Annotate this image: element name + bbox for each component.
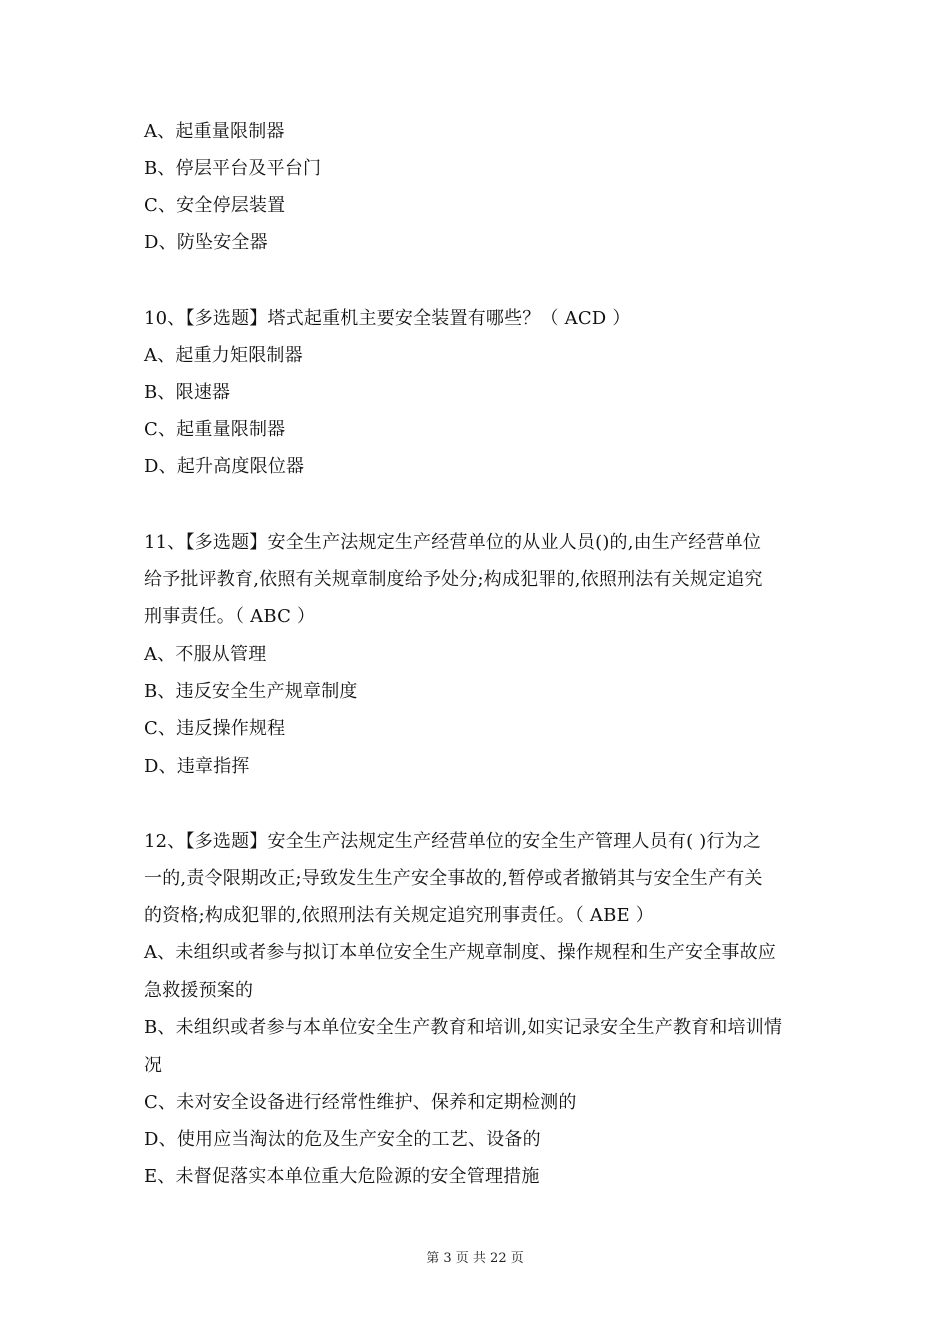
question-stem: 10、【多选题】塔式起重机主要安全装置有哪些？（ ACD ） <box>144 308 631 329</box>
option-line: D、违章指挥 <box>144 756 250 777</box>
option-line: B、违反安全生产规章制度 <box>144 681 358 702</box>
option-line: C、安全停层装置 <box>144 195 286 216</box>
question-stem: 12、【多选题】安全生产法规定生产经营单位的安全生产管理人员有( )行为之 <box>144 831 762 852</box>
option-line: D、使用应当淘汰的危及生产安全的工艺、设备的 <box>144 1129 541 1150</box>
option-line: 急救援预案的 <box>144 980 254 1001</box>
option-line: C、起重量限制器 <box>144 419 286 440</box>
option-line: E、未督促落实本单位重大危险源的安全管理措施 <box>144 1166 540 1187</box>
option-line: C、违反操作规程 <box>144 718 286 739</box>
option-line: B、限速器 <box>144 382 231 403</box>
option-line: A、不服从管理 <box>144 644 267 665</box>
option-line: D、防坠安全器 <box>144 232 268 253</box>
option-line: A、起重量限制器 <box>144 121 285 142</box>
option-line: B、未组织或者参与本单位安全生产教育和培训,如实记录安全生产教育和培训情 <box>144 1017 783 1038</box>
question-stem: 给予批评教育,依照有关规章制度给予处分;构成犯罪的,依照刑法有关规定追究 <box>144 569 763 590</box>
question-stem: 11、【多选题】安全生产法规定生产经营单位的从业人员()的,由生产经营单位 <box>144 532 762 553</box>
question-stem: 刑事责任。（ ABC ） <box>144 606 316 627</box>
option-line: D、起升高度限位器 <box>144 456 305 477</box>
question-stem: 的资格;构成犯罪的,依照刑法有关规定追究刑事责任。（ ABE ） <box>144 905 654 926</box>
option-line: 况 <box>144 1055 163 1076</box>
option-line: A、未组织或者参与拟订本单位安全生产规章制度、操作规程和生产安全事故应 <box>144 942 776 963</box>
option-line: C、未对安全设备进行经常性维护、保养和定期检测的 <box>144 1092 577 1113</box>
page-number: 第 3 页 共 22 页 <box>426 1251 524 1266</box>
question-stem: 一的,责令限期改正;导致发生生产安全事故的,暂停或者撤销其与安全生产有关 <box>144 868 763 889</box>
option-line: A、起重力矩限制器 <box>144 345 303 366</box>
option-line: B、停层平台及平台门 <box>144 158 322 179</box>
